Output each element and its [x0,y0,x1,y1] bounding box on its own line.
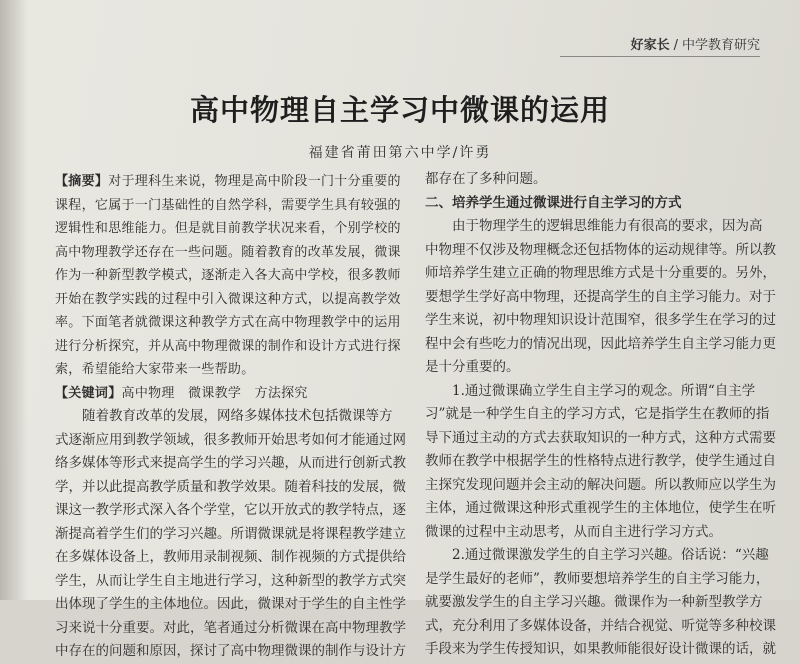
journal-brand: 好家长 [630,38,670,53]
running-head [631,34,760,53]
body-line: 手段来为学生传授知识，如果教师能很好设计微课的话，就 [425,641,776,657]
abstract-label: 【摘要】 [55,174,109,189]
body-line: 2.通过微课激发学生的自主学习兴趣。俗话说：“兴趣 [425,547,769,563]
right-column [425,168,780,662]
body-line: 中物理不仅涉及物理概念还包括物体的运动规律等。所以教 [425,241,776,258]
article-title: 高中物理自主学习中微课的运用 [189,93,610,127]
keywords-list: 高中物理 微课教学 方法探究 [121,385,308,401]
abstract-line: 【摘要】对于理科生来说，物理是高中阶段一门十分重要的 [55,174,401,189]
body-line: 微课的过程中主动思考，从而自主进行学习方式。 [425,523,722,540]
body-line: 随着教育改革的发展，网络多媒体技术包括微课等方 [55,408,393,424]
body-line: 师培养学生建立正确的物理思维方式是十分重要的。另外， [425,265,776,281]
abstract-line: 作为一种新型教学模式，逐渐走入各大高中学校，很多教师 [55,268,401,283]
body-line: 学生，从而让学生自主地进行学习，这种新型的教学方式突 [55,572,406,589]
journal-section: 中学教育研究 [681,38,760,53]
body-line: 主探究发现问题并会主动的解决问题。所以教师应以学生为 [425,476,776,493]
body-line: 就要激发学生的自主学习兴趣。微课作为一种新型教学方 [425,594,763,610]
body-line: 由于物理学生的逻辑思维能力有很高的要求，因为高 [425,218,763,234]
keywords [55,382,410,406]
body-line: 课这一教学形式深入各个学堂，它以开放式的教学特点，逐 [55,502,406,518]
abstract [55,170,410,405]
abstract-line: 高中物理教学还存在一些问题。随着教育的改革发展，微课 [55,244,401,260]
body-line: 是学生最好的老师”，教师要想培养学生的自主学习能力， [425,570,770,587]
body-line: 主体，通过微课这种形式重视学生的主体地位，使学生在听 [425,500,776,516]
body-line: 在多媒体设备上，教师用录制视频、制作视频的方式提供给 [55,549,406,565]
left-column [55,170,410,664]
section-heading: 二、培养学生通过微课进行自主学习的方式 [425,194,682,211]
body-line: 络多媒体等形式来提高学生的学习兴趣，从而进行创新式教 [55,455,406,471]
running-head-separator: / [673,38,678,53]
body-line: 教师在教学中根据学生的性格特点进行教学，使学生通过自 [425,453,776,469]
body-line: 要想学生学好高中物理，还提高学生的自主学习能力。对于 [425,288,776,305]
abstract-line: 进行分析探究，并从高中物理微课的制作和设计方式进行探 [55,338,401,354]
abstract-line: 开始在教学实践的过程中引入微课这种方式，以提高教学效 [55,291,401,307]
article-author: 福建省莆田第六中学/许勇 [308,145,492,161]
body-line: 式逐渐应用到教学领域，很多教师开始思考如何才能通过网 [55,431,406,448]
body-line: 是十分重要的。 [425,359,520,375]
intro-paragraph [55,405,410,664]
body-line: 渐提高着学生们的学习兴趣。所谓微课就是将课程教学建立 [55,525,406,542]
body-line: 式，充分利用了多媒体设备，并结合视觉、听觉等多种校课 [425,617,776,634]
abstract-line: 索，希望能给大家带来一些帮助。 [55,362,255,377]
body-line: 1.通过微课确立学生自主学习的观念。所谓“自主学 [425,382,756,399]
abstract-line: 逻辑性和思维能力。但是就目前教学状况来看，个别学校的 [55,221,401,236]
body-line: 导下通过主动的方式去获取知识的一种方式，这种方式需要 [425,429,776,446]
header-rule [560,56,760,57]
body-line: 程中会有些吃力的情况出现，因此培养学生自主学习能力更 [425,335,776,352]
body-line: 学生来说，初中物理知识设计范围窄，很多学生在学习的过 [425,312,776,328]
body-line: 学，并以此提高教学质量和教学效果。随着科技的发展，微 [55,478,406,495]
body-line: 习”就是一种学生自主的学习方式，它是指学生在教师的指 [425,406,770,422]
keywords-label: 【关键词】 [55,385,122,401]
continued-line: 都存在了多种问题。 [425,171,547,187]
abstract-line: 课程，它属于一门基础性的自然学科，需要学生具有较强的 [55,197,401,213]
body-line: 习来说十分重要。对此，笔者通过分析微课在高中物理教学 [55,619,406,636]
abstract-line: 率。下面笔者就微课这种教学方式在高中物理教学中的运用 [55,315,401,330]
body-line: 中存在的问题和原因，探讨了高中物理微课的制作与设计方 [55,643,406,659]
body-line: 出体现了学生的主体地位。因此，微课对于学生的自主性学 [55,596,406,612]
